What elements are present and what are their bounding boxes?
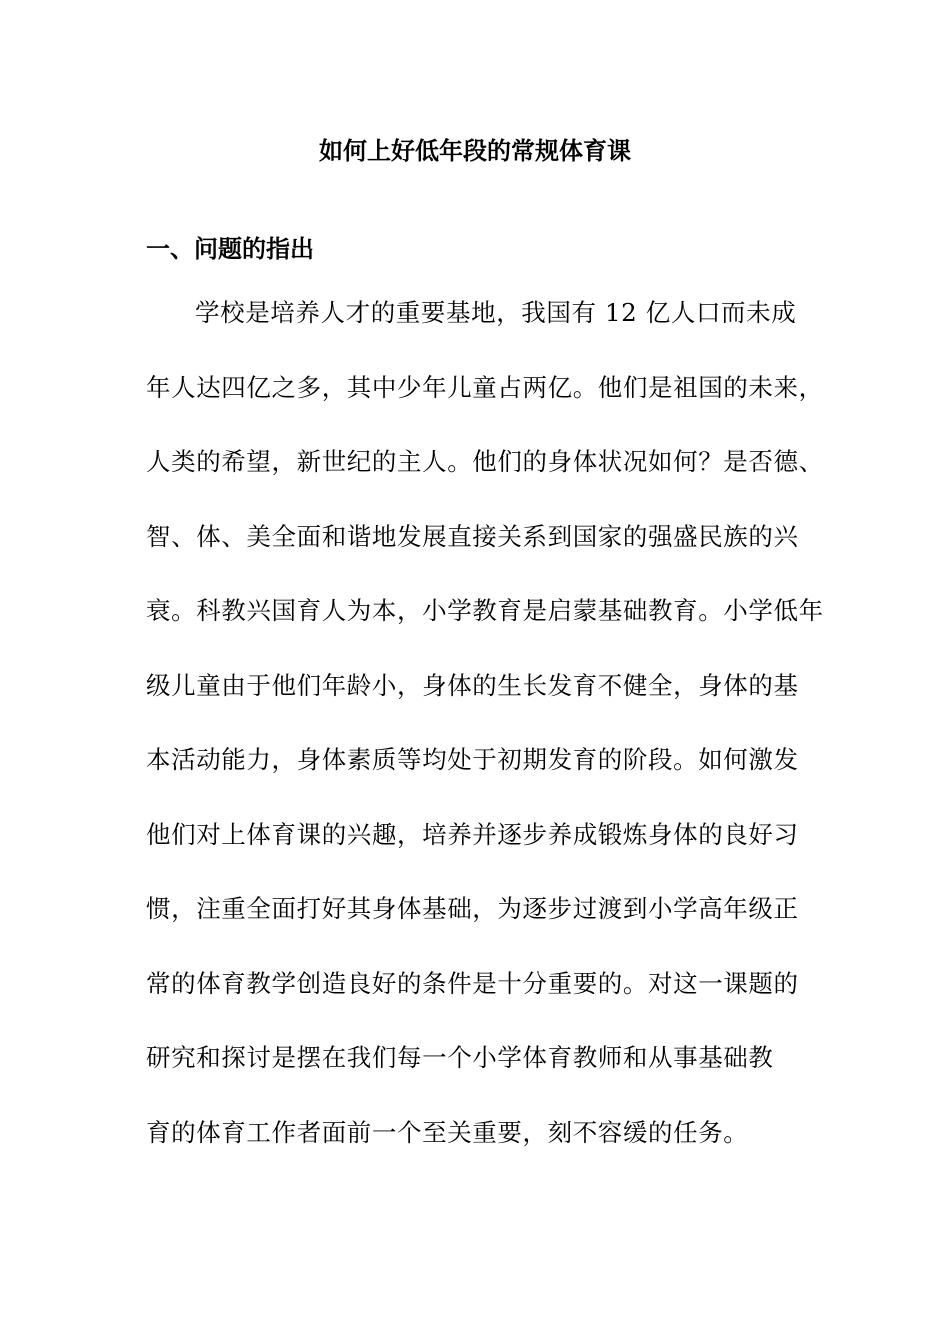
paragraph-line: 常的体育教学创造良好的条件是十分重要的。对这一课题的 [146, 968, 799, 998]
section-heading: 一、问题的指出 [146, 234, 314, 263]
paragraph-line: 智、体、美全面和谐地发展直接关系到国家的强盛民族的兴 [146, 521, 799, 551]
paragraph-line: 研究和探讨是摆在我们每一个小学体育教师和从事基础教 [146, 1043, 774, 1072]
paragraph-line: 学校是培养人才的重要基地，我国有 12 亿人口而未成 [195, 298, 797, 327]
document-title: 如何上好低年段的常规体育课 [319, 136, 631, 165]
paragraph-line: 他们对上体育课的兴趣，培养并逐步养成锻炼身体的良好习 [146, 819, 799, 849]
paragraph-line: 衰。科教兴国育人为本，小学教育是启蒙基础教育。小学低年 [146, 596, 824, 625]
body-paragraph [146, 289, 826, 1183]
paragraph-line: 级儿童由于他们年龄小，身体的生长发育不健全，身体的基 [146, 670, 799, 700]
paragraph-line: 人类的希望，新世纪的主人。他们的身体状况如何？是否德、 [146, 447, 824, 476]
paragraph-line: 惯，注重全面打好其身体基础，为逐步过渡到小学高年级正 [146, 894, 799, 923]
paragraph-line: 年人达四亿之多，其中少年儿童占两亿。他们是祖国的未来， [146, 372, 824, 402]
paragraph-line: 育的体育工作者面前一个至关重要，刻不容缓的任务。 [146, 1117, 749, 1147]
paragraph-line: 本活动能力，身体素质等均处于初期发育的阶段。如何激发 [146, 745, 799, 774]
